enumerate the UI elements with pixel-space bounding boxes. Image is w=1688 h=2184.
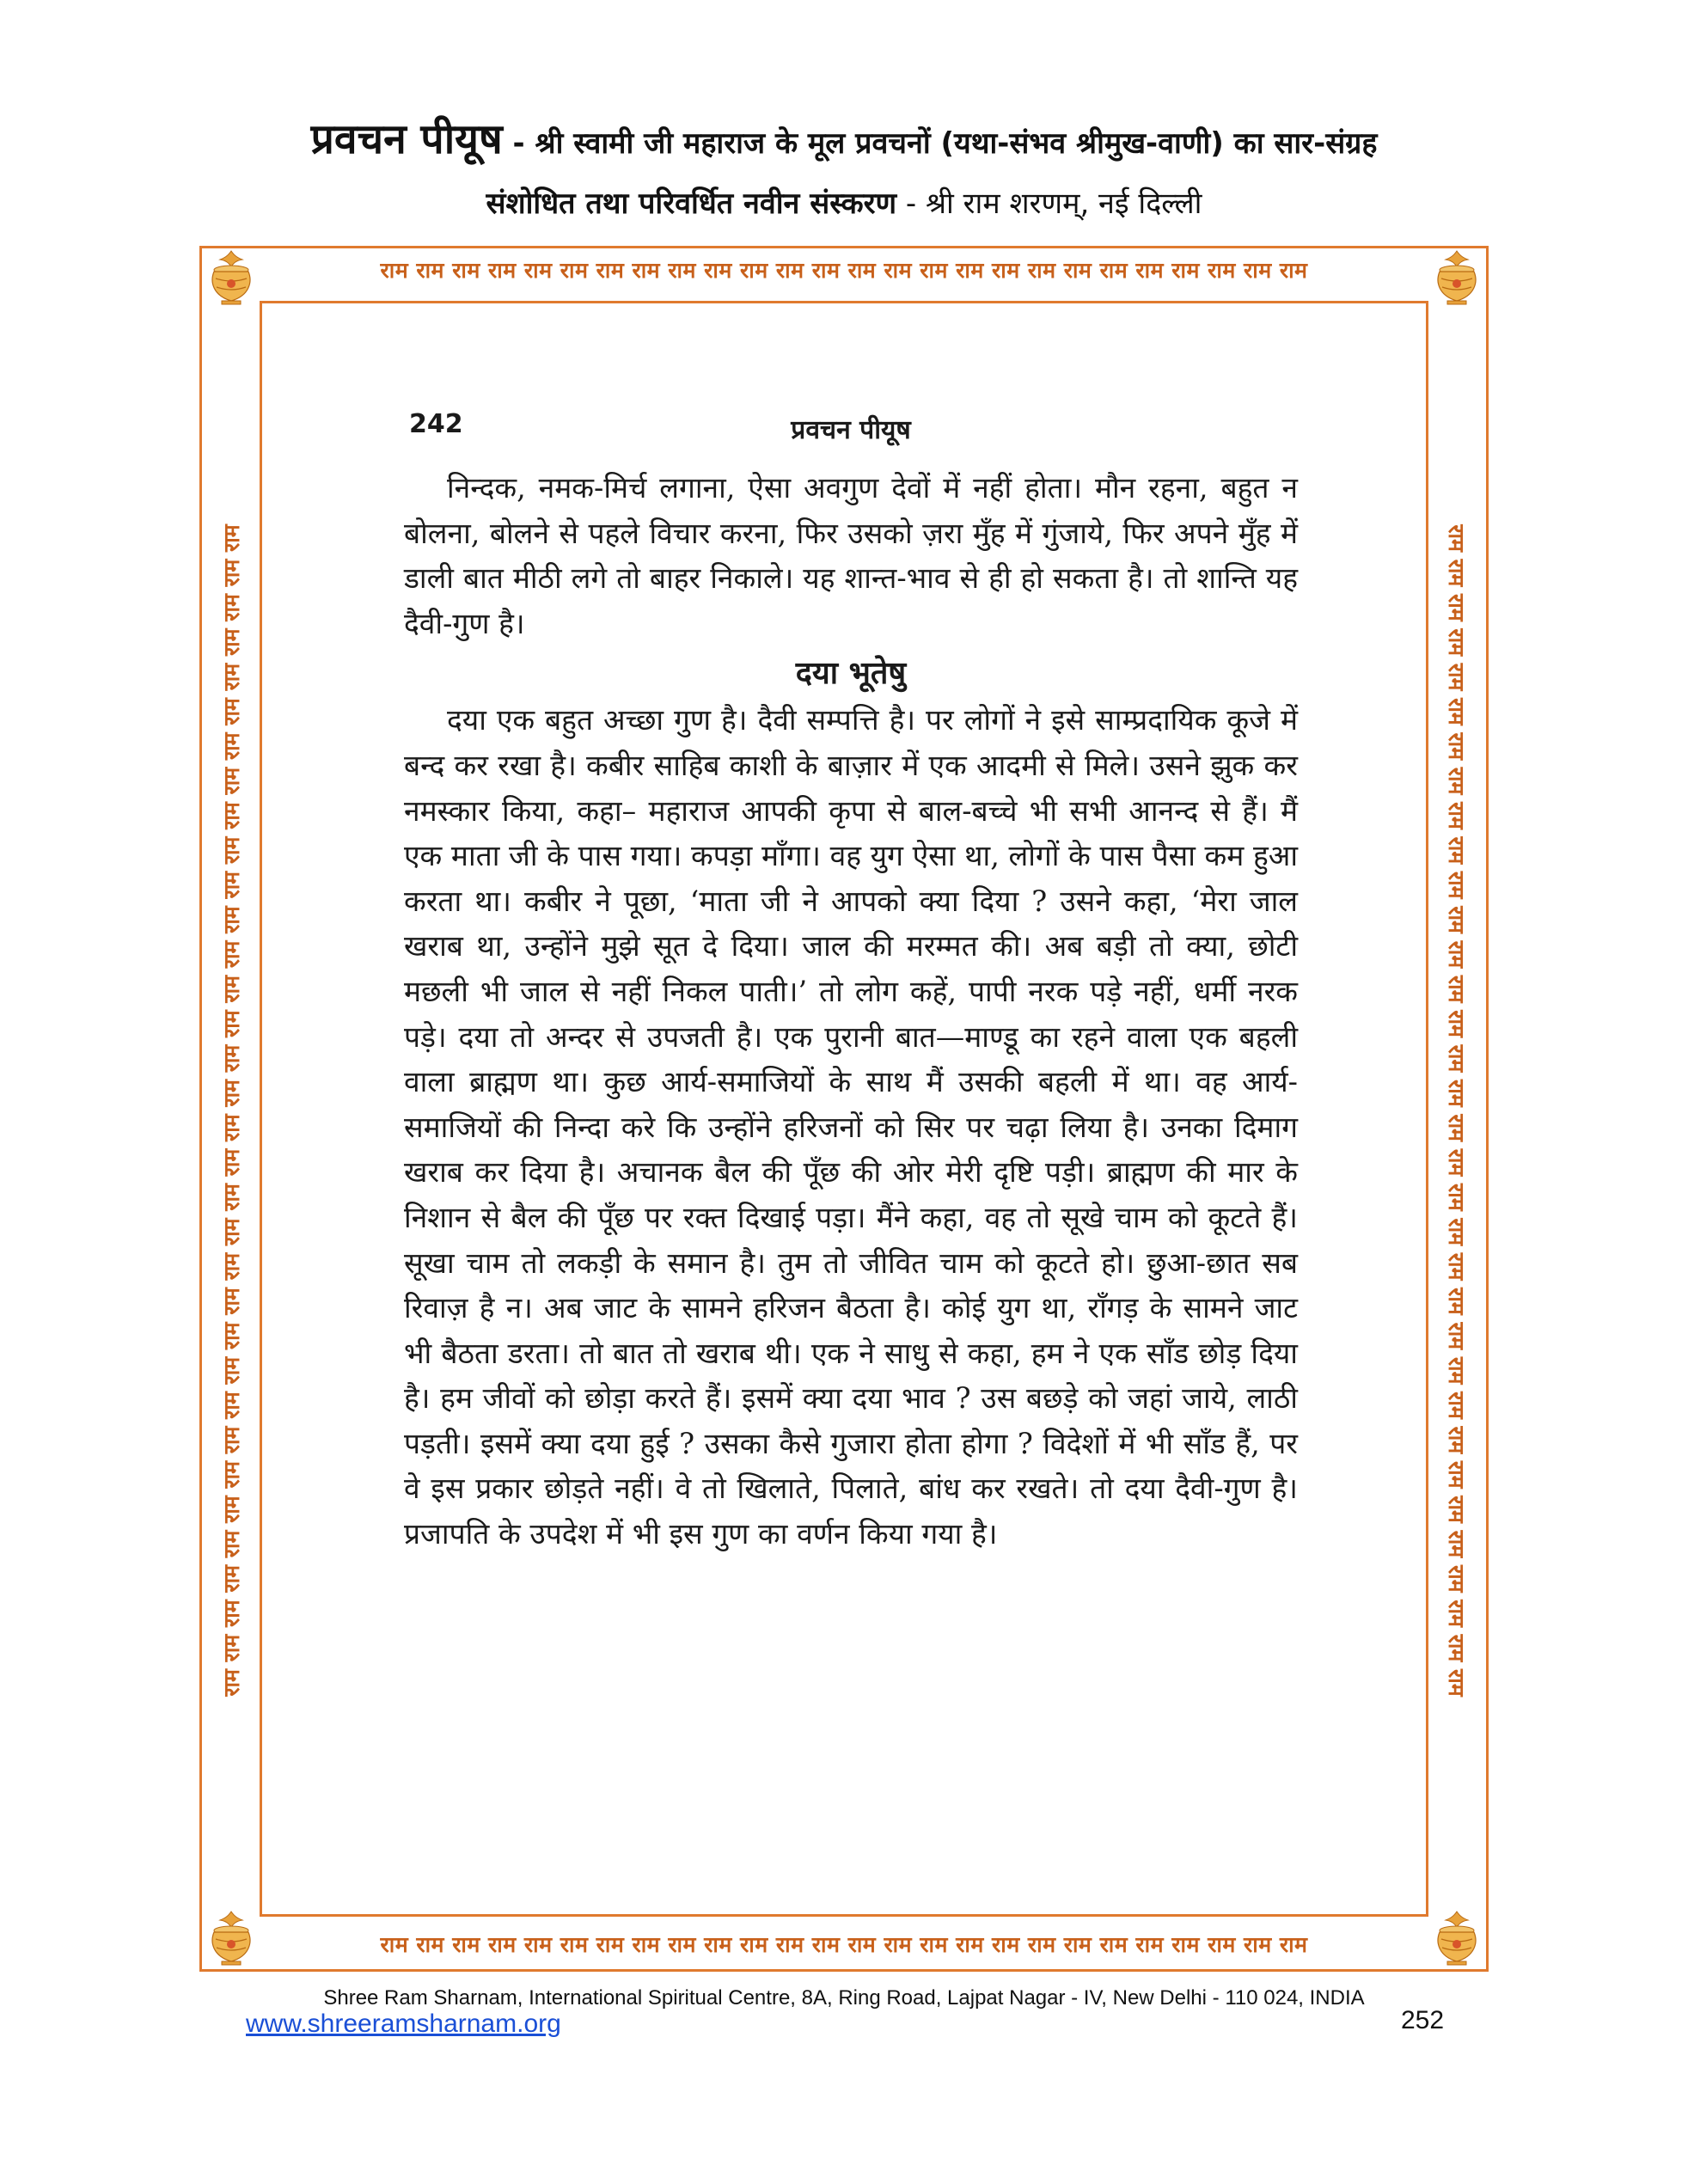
footer-page-number: 252	[1401, 2006, 1445, 2034]
border-text-right: राम राम राम राम राम राम राम राम राम राम राम राम राम राम राम राम राम राम राम राम राम राम राम राम राम राम राम राम राम राम राम राम राम राम	[1444, 524, 1469, 1697]
kalash-corner-icon	[203, 1910, 260, 1967]
book-running-title: प्रवचन पीयूष	[791, 415, 911, 445]
section-heading-daya: दया भूतेषु	[795, 656, 907, 692]
border-text-left: राम राम राम राम राम राम राम राम राम राम राम राम राम राम राम राम राम राम राम राम राम राम राम राम राम राम राम राम राम राम राम राम राम राम	[219, 524, 244, 1697]
kalash-corner-icon	[1428, 249, 1485, 306]
header-title-subtitle: - श्री स्वामी जी महाराज के मूल प्रवचनों (यथा-संभव श्रीमुख-वाणी) का सार-संग्रह	[502, 126, 1378, 161]
book-page-number: 242	[409, 409, 463, 439]
document-header-title	[0, 110, 1688, 166]
paragraph-shanti: निन्दक, नमक-मिर्च लगाना, ऐसा अवगुण देवों में नहीं होता। मौन रहना, बहुत न बोलना, बोलने से पहले विचार करना, फिर उसको ज़रा मुँह में गुंजाये, फिर अपने मुँह में डाली बात मीठी लगे तो बाहर निकाले। यह शान्त-भाव से ही हो सकता है। तो शान्ति यह दैवी-गुण है।	[404, 471, 1298, 640]
website-link[interactable]: www.shreeramsharnam.org	[246, 2010, 561, 2038]
footer-address: Shree Ram Sharnam, International Spiritual Centre, 8A, Ring Road, Lajpat Nagar - IV, New Delhi - 110 024, INDIA	[323, 1986, 1365, 2010]
border-text-bottom: राम राम राम राम राम राम राम राम राम राम राम राम राम राम राम राम राम राम राम राम राम राम राम राम राम राम	[380, 1932, 1308, 1957]
header-edition-label: संशोधित तथा परिवर्धित नवीन संस्करण	[486, 187, 897, 221]
header-title-main: प्रवचन पीयूष	[310, 115, 503, 163]
border-text-top: राम राम राम राम राम राम राम राम राम राम राम राम राम राम राम राम राम राम राम राम राम राम राम राम राम राम	[380, 258, 1308, 283]
document-header-edition	[0, 182, 1688, 222]
scanned-book-page	[404, 395, 1298, 1557]
book-page-header	[404, 395, 1298, 447]
header-edition-publisher: - श्री राम शरणम्, नई दिल्ली	[896, 187, 1202, 221]
paragraph-daya: दया एक बहुत अच्छा गुण है। दैवी सम्पत्ति है। पर लोगों ने इसे साम्प्रदायिक कूजे में बन्द कर रखा है। कबीर साहिब काशी के बाज़ार में एक आदमी से मिले। उसने झुक कर नमस्कार किया, कहा– महाराज आपकी कृपा से बाल-बच्चे भी सभी आनन्द से हैं। मैं एक माता जी के पास गया। कपड़ा माँगा। वह युग ऐसा था, लोगों के पास पैसा कम हुआ करता था। कबीर ने पूछा, ‘माता जी ने आपको क्या दिया ? उसने कहा, ‘मेरा जाल खराब था, उन्होंने मुझे सूत दे दिया। जाल की मरम्मत की। अब बड़ी तो क्या, छोटी मछली भी जाल से नहीं निकल पाती।’ तो लोग कहें, पापी नरक पड़े नहीं, धर्मी नरक पड़े। दया तो अन्दर से उपजती है। एक पुरानी बात—माण्डू का रहने वाला एक बहली वाला ब्राह्मण था। कुछ आर्य-समाजियों के साथ मैं उसकी बहली में था। वह आर्य-समाजियों की निन्दा करे कि उन्होंने हरिजनों को सिर पर चढ़ा लिया है। उनका दिमाग खराब कर दिया है। अचानक बैल की पूँछ की ओर मेरी दृष्टि पड़ी। ब्राह्मण की मार के निशान से बैल की पूँछ पर रक्त दिखाई पड़ा। मैंने कहा, वह तो सूखे चाम को कूटते हैं। सूखा चाम तो लकड़ी के समान है। तुम तो जीवित चाम को कूटते हो। छुआ-छात सब रिवाज़ है न। अब जाट के सामने हरिजन बैठता है। कोई युग था, राँगड़ के सामने जाट भी बैठता डरता। तो बात तो खराब थी। एक ने साधु से कहा, हम ने एक साँड छोड़ दिया है। हम जीवों को छोड़ा करते हैं। इसमें क्या दया भाव ? उस बछड़े को जहां जाये, लाठी पड़ती। इसमें क्या दया हुई ? उसका कैसे गुजारा होता होगा ? विदेशों में भी साँड हैं, पर वे इस प्रकार छोड़ते नहीं। वे तो खिलाते, पिलाते, बांध कर रखते। तो दया दैवी-गुण है। प्रजापति के उपदेश में भी इस गुण का वर्णन किया गया है।	[404, 703, 1298, 1551]
kalash-corner-icon	[1428, 1910, 1485, 1967]
kalash-corner-icon	[203, 249, 260, 306]
